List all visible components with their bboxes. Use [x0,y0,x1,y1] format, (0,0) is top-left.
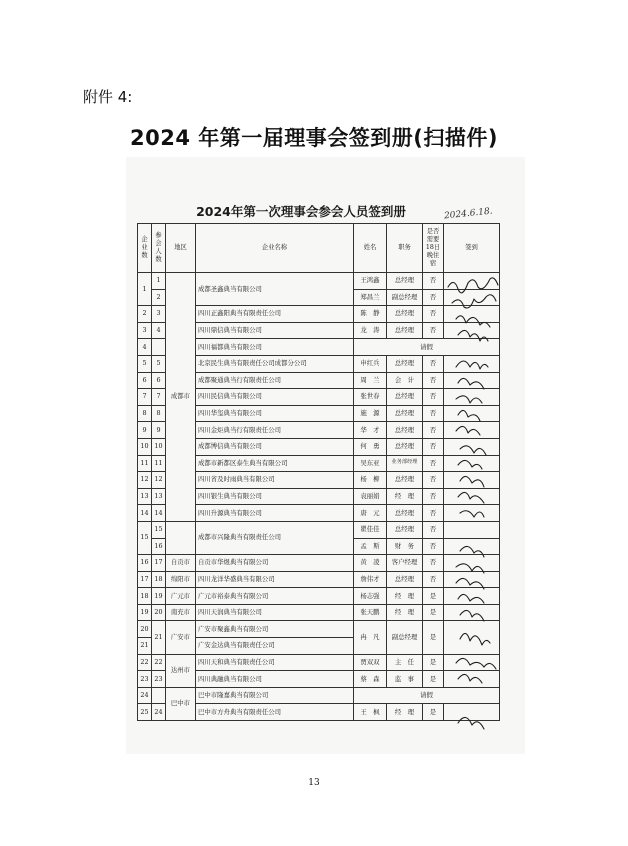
attendee-position: 经 理 [387,488,423,505]
attendee-name: 施 源 [354,405,387,422]
signature-cell [444,604,500,621]
region-cell: 巴中市 [166,687,196,720]
attendee-name: 王鸿鑫 [354,273,387,290]
attendee-name: 唐 元 [354,505,387,522]
attendee-no: 5 [152,355,166,372]
attendee-name: 周 兰 [354,372,387,389]
region-cell: 成都市 [166,273,196,522]
attendee-no: 8 [152,405,166,422]
stay-flag: 是 [423,704,444,721]
company-name: 四川正鑫阳典当有限责任公司 [196,306,354,323]
attendee-name: 吴东亚 [354,455,387,472]
attendee-name: 张天鹏 [354,604,387,621]
attendee-name: 杨 柳 [354,472,387,489]
signature-cell [444,621,500,654]
signature-cell [444,273,500,290]
signature-cell [444,538,500,555]
stay-flag: 是 [423,671,444,688]
signature-cell [444,355,500,372]
company-name: 成都博信典当有限公司 [196,438,354,455]
attendee-position: 会 计 [387,372,423,389]
table-row [138,687,500,704]
region-cell: 南充市 [166,604,196,621]
table-row [138,555,500,572]
company-no: 16 [138,555,152,572]
attachment-label: 附件 4: [83,88,133,106]
attendee-no: 22 [152,654,166,671]
attendee-position: 总经理 [387,472,423,489]
stay-flag: 是 [423,588,444,605]
region-cell: 广安市 [166,621,196,654]
stay-flag: 否 [423,322,444,339]
company-no: 8 [138,405,152,422]
company-no: 13 [138,488,152,505]
stay-flag: 否 [423,273,444,290]
signature-cell [444,405,500,422]
region-cell: 广元市 [166,588,196,605]
company-name: 四川典融典当有限公司 [196,671,354,688]
scan-title: 2024年第一次理事会参会人员签到册 [196,204,406,219]
attendee-name: 何 勇 [354,438,387,455]
attendee-no: 17 [152,555,166,572]
attendee-no: 19 [152,588,166,605]
company-name: 四川天润典当有限公司 [196,604,354,621]
header-region: 地区 [166,224,196,273]
company-no: 9 [138,422,152,439]
attendee-no: 7 [152,389,166,406]
company-no: 4 [138,339,152,356]
header-position: 职务 [387,224,423,273]
company-no: 6 [138,372,152,389]
company-no: 25 [138,704,152,721]
company-name: 四川天和典当有限责任公司 [196,654,354,671]
stay-flag: 是 [423,604,444,621]
scanned-sign-in-sheet [126,157,525,754]
attendee-no: 13 [152,488,166,505]
company-name: 四川鼎信典当有限公司 [196,322,354,339]
company-name: 四川升源典当有限公司 [196,505,354,522]
header-sign: 签到 [444,224,500,273]
signature-cell [444,422,500,439]
company-name: 四川银生典当有限公司 [196,488,354,505]
attendee-position: 副总经理 [387,621,423,654]
attendee-no: 9 [152,422,166,439]
attendee-no: 14 [152,505,166,522]
attendee-name: 蔡 森 [354,671,387,688]
company-no: 1 [138,273,152,306]
stay-flag: 否 [423,306,444,323]
attendee-position: 总经理 [387,571,423,588]
attendee-position: 总经理 [387,422,423,439]
attendee-name: 陈 静 [354,306,387,323]
signature-cell [444,488,500,505]
page-title: 2024 年第一届理事会签到册(扫描件) [130,126,498,150]
signature-cell [444,555,500,572]
company-name: 北京民生典当有限责任公司成都分公司 [196,355,354,372]
stay-flag: 否 [423,571,444,588]
company-no: 17 [138,571,152,588]
company-name: 四川福都典当有限公司 [196,339,354,356]
attendee-no: 16 [152,538,166,555]
company-no: 11 [138,455,152,472]
company-no: 15 [138,521,152,554]
signature-cell [444,671,500,688]
attendee-name: 龙 涛 [354,322,387,339]
signature-cell [444,389,500,406]
attendee-position: 财 务 [387,538,423,555]
attendee-position: 总经理 [387,521,423,538]
stay-flag: 否 [423,372,444,389]
company-name: 广安金达典当有限责任公司 [196,638,354,655]
attendee-no: 3 [152,306,166,323]
company-no: 7 [138,389,152,406]
attendee-name: 袁丽娟 [354,488,387,505]
table-row [138,604,500,621]
signature-cell [444,505,500,522]
signature-cell [444,289,500,306]
attendee-name: 王 枫 [354,704,387,721]
attendee-no: 21 [152,621,166,654]
region-cell: 达州市 [166,654,196,687]
stay-flag: 否 [423,521,444,538]
attendee-name: 孟 斯 [354,538,387,555]
company-no: 12 [138,472,152,489]
signature-cell [444,521,500,538]
company-name: 巴中市方舟典当有限责任公司 [196,704,354,721]
company-name: 成都市兴隆典当有限责任公司 [196,521,354,554]
attendee-position: 总经理 [387,322,423,339]
attendee-name: 黄 凌 [354,555,387,572]
signature-cell [444,571,500,588]
attendee-no: 11 [152,455,166,472]
table-row [138,621,500,638]
handwritten-date: 2024.6.18. [443,206,494,222]
signature-cell [444,472,500,489]
leave-note: 请假 [354,339,500,356]
attendee-position: 客户经理 [387,555,423,572]
attendee-position: 业务部经理 [387,455,423,472]
attendee-no: 12 [152,472,166,489]
stay-flag: 是 [423,621,444,654]
attendee-name: 杨志强 [354,588,387,605]
company-no: 20 [138,621,152,638]
attendee-no: 2 [152,289,166,306]
signature-cell [444,588,500,605]
region-cell: 绵阳市 [166,571,196,588]
company-no: 14 [138,505,152,522]
stay-flag: 否 [423,455,444,472]
attendee-position: 总经理 [387,306,423,323]
attendee-name: 郑昌兰 [354,289,387,306]
attendee-no: 18 [152,571,166,588]
sign-in-table [137,223,500,721]
table-row [138,571,500,588]
attendee-no: 24 [152,704,166,721]
attendee-name: 詹伟才 [354,571,387,588]
attendee-no [152,339,166,356]
attendee-no: 4 [152,322,166,339]
company-name: 四川省及时雨典当有限公司 [196,472,354,489]
attendee-no: 1 [152,273,166,290]
region-cell: 自贡市 [166,555,196,572]
attendee-no: 6 [152,372,166,389]
signature-cell [444,372,500,389]
signature-cell [444,306,500,323]
attendee-name: 申红兵 [354,355,387,372]
attendee-position: 总经理 [387,505,423,522]
attendee-no: 23 [152,671,166,688]
company-no: 5 [138,355,152,372]
company-name: 成都市新都区泰生典当有限公司 [196,455,354,472]
company-name: 自贡市华煜典当有限公司 [196,555,354,572]
attendee-name: 华 才 [354,422,387,439]
attendee-name: 冉 凡 [354,621,387,654]
company-name: 四川华玺典当有限公司 [196,405,354,422]
stay-flag: 否 [423,555,444,572]
region-cell [166,521,196,554]
attendee-name: 贾双双 [354,654,387,671]
attendee-no [152,687,166,704]
leave-note: 请假 [354,687,500,704]
company-name: 巴中市隆嘉典当有限公司 [196,687,354,704]
stay-flag: 是 [423,654,444,671]
attendee-no: 15 [152,521,166,538]
company-name: 广元市裕泰典当有限公司 [196,588,354,605]
signature-cell [444,704,500,721]
attendee-no: 20 [152,604,166,621]
company-no: 3 [138,322,152,339]
table-row [138,588,500,605]
attendee-position: 总经理 [387,273,423,290]
attendee-name: 张世春 [354,389,387,406]
attendee-position: 副总经理 [387,289,423,306]
stay-flag: 否 [423,355,444,372]
header-company-name: 企业名称 [196,224,354,273]
stay-flag: 否 [423,389,444,406]
attendee-position: 主 任 [387,654,423,671]
stay-flag: 否 [423,488,444,505]
attendee-position: 总经理 [387,405,423,422]
attendee-position: 经 理 [387,704,423,721]
stay-flag: 否 [423,422,444,439]
header-attendee-count: 参会人数 [152,224,166,273]
attendee-position: 总经理 [387,355,423,372]
signature-cell [444,654,500,671]
stay-flag: 否 [423,289,444,306]
stay-flag: 否 [423,472,444,489]
company-name: 四川龙洋华盛典当有限公司 [196,571,354,588]
company-no: 22 [138,654,152,671]
table-row [138,521,500,538]
company-no: 21 [138,638,152,655]
table-row [138,273,500,290]
company-no: 23 [138,671,152,688]
attendee-position: 总经理 [387,389,423,406]
company-no: 18 [138,588,152,605]
table-header-row [138,224,500,273]
company-no: 24 [138,687,152,704]
header-stay: 是否需要18日晚住宿 [423,224,444,273]
header-name: 姓名 [354,224,387,273]
signature-cell [444,455,500,472]
attendee-position: 经 理 [387,588,423,605]
attendee-position: 总经理 [387,438,423,455]
attendee-position: 经 理 [387,604,423,621]
stay-flag: 否 [423,505,444,522]
stay-flag: 否 [423,405,444,422]
company-name: 成都圣鑫典当有限公司 [196,273,354,306]
company-name: 四川金炬典当行有限责任公司 [196,422,354,439]
attendee-no: 10 [152,438,166,455]
company-no: 19 [138,604,152,621]
stay-flag: 否 [423,438,444,455]
attendee-name: 瞿佳佳 [354,521,387,538]
header-company-count: 企业数 [138,224,152,273]
company-no: 10 [138,438,152,455]
table-row [138,654,500,671]
company-name: 成都聚通典当行有限责任公司 [196,372,354,389]
company-name: 四川民信典当有限公司 [196,389,354,406]
signature-cell [444,322,500,339]
attendee-position: 监 事 [387,671,423,688]
company-no: 2 [138,306,152,323]
company-name: 广安市聚鑫典当有限公司 [196,621,354,638]
page-number: 13 [308,778,320,788]
stay-flag: 否 [423,538,444,555]
signature-cell [444,438,500,455]
